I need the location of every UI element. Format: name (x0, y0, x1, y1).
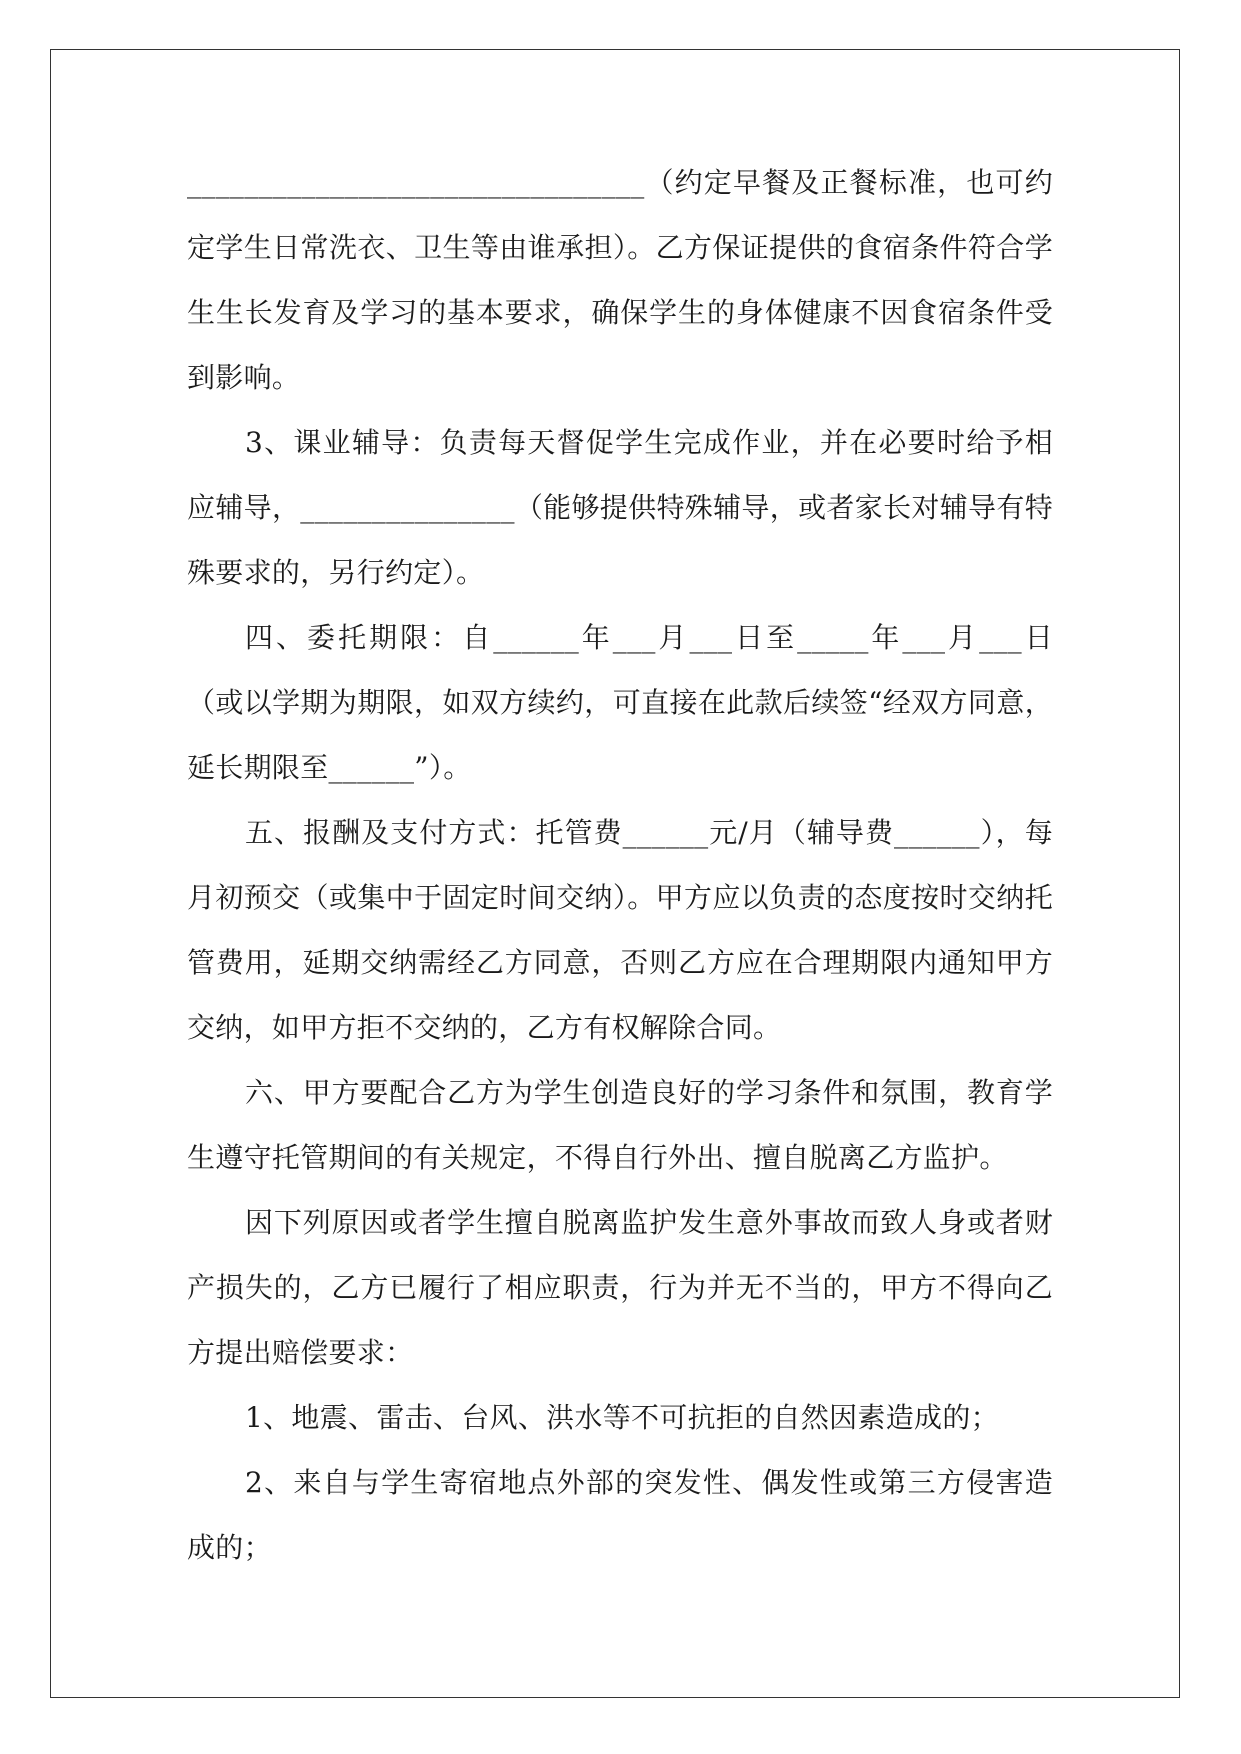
document-body (187, 150, 1053, 1580)
paragraph-homework-tutoring: 3、课业辅导：负责每天督促学生完成作业，并在必要时给予相应辅导，_______________（能够提供特殊辅导，或者家长对辅导有特殊要求的，另行约定）。 (187, 426, 1053, 589)
list-item-third-party: 2、来自与学生寄宿地点外部的突发性、偶发性或第三方侵害造成的； (187, 1466, 1053, 1564)
list-item-natural-disaster: 1、地震、雷击、台风、洪水等不可抗拒的自然因素造成的； (245, 1401, 999, 1434)
paragraph-payment: 五、报酬及支付方式：托管费______元/月（辅导费______），每月初预交（或集中于固定时间交纳）。甲方应以负责的态度按时交纳托管费用，延期交纳需经乙方同意，否则乙方应在合理期限内通知甲方交纳，如甲方拒不交纳的，乙方有权解除合同。 (187, 816, 1053, 1044)
paragraph-entrustment-period: 四、委托期限：自______年___月___日至_____年___月___日（或以学期为期限，如双方续约，可直接在此款后续签“经双方同意，延长期限至______”）。 (187, 621, 1053, 784)
paragraph-party-a-cooperation: 六、甲方要配合乙方为学生创造良好的学习条件和氛围，教育学生遵守托管期间的有关规定，不得自行外出、擅自脱离乙方监护。 (187, 1076, 1053, 1174)
paragraph-meal-standard: ________________________________（约定早餐及正餐标准，也可约定学生日常洗衣、卫生等由谁承担）。乙方保证提供的食宿条件符合学生生长发育及学习的基本要求，确保学生的身体健康不因食宿条件受到影响。 (187, 166, 1053, 394)
paragraph-liability-exemption: 因下列原因或者学生擅自脱离监护发生意外事故而致人身或者财产损失的，乙方已履行了相应职责，行为并无不当的，甲方不得向乙方提出赔偿要求： (187, 1206, 1053, 1369)
